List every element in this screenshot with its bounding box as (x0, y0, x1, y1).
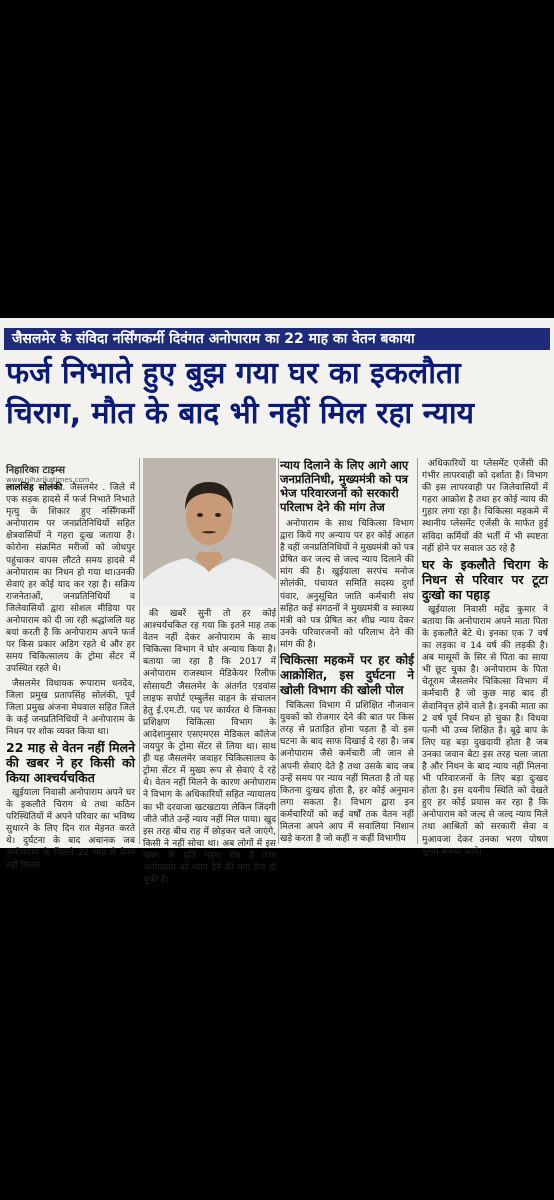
byline-name: लालसिंह सोलंकी (6, 483, 63, 493)
col1-para-3: खुईयाला निवासी अनोपाराम अपने घर के इकलौते चिराग थे तथा कठिन परिस्थितियों में अपने परिवार का भविष्य सुधारने के लिए दिन रात मेहनत करते थे। दुर्घटना के बाद अचानक जब अनोपाराम के पिछले 22 माह से वेतन नहीं मिलने (6, 787, 135, 871)
headline (6, 354, 550, 434)
column-3 (280, 518, 414, 880)
column-2 (143, 608, 276, 886)
col1-para-2: जैसलमेर विधायक रूपाराम धनदेव, जिला प्रमुख प्रतापसिंह सोलंकी, पूर्व जिला प्रमुख अंजना मेघवाल सहित जिले के कई जनप्रतिनिधियों ने अनोपाराम के निधन पर शोक व्यक्त किया था। (6, 678, 135, 737)
col1-para-1: जिले में एक सड़क हादसे में फर्ज निभाते निभाते मृत्यु के शिकार हुए नर्सिंगकर्मी अनोपाराम पर जनप्रतिनिधियों सहित क्षेत्रवासियों ने गहरा दुःख जताया है। कोरोना संक्रमित मरीजों को जोधपुर पहुंचाकर वापस लौटते समय हादसे में अनोपाराम का निधन हो गया था।उनकी सेवाएं हर कोई याद कर रहा है। सक्रिय राजनेताओं, जनप्रतिनिधियों व जिलेवासियों द्वारा सोशल मीडिया पर अनोपाराम को दी जा रही श्रद्धांजलि यह बयां करती है कि अनोपाराम अपने फर्ज पर किस प्रकार अडिग रहते थे और हर समय चिकित्सालय के ट्रोमा सेंटर में उपस्थित रहते थे। (6, 483, 136, 675)
publication-brand (6, 458, 141, 484)
col3-para-1: अनोपाराम के साथ चिकित्सा विभाग द्वारा किये गए अन्याय पर हर कोई आहत है वहीं जनप्रतिनिधियों ने मुख्यमंत्री को पत्र प्रेषित कर जल्द से जल्द न्याय दिलाने की मांग की है। खुईयाला सरपंच मनोज सोलंकी, पंचायत समिति सदस्य दुर्गा पंवार, अनुसूचित जाति कर्मचारी संघ सहित कई संगठनों ने मुख्यमंत्री व स्वास्थ्य मंत्री को पत्र प्रेषित कर शीघ्र न्याय देकर उनके परिवारजनों को परिलाभ देने की मांग की है। (280, 519, 414, 650)
col3-subheading-top: न्याय दिलाने के लिए आगे आए जनप्रतिनिधी, मुख्यमंत्री को पत्र भेज परिवारजनों को सरकारी परिलाभ देने की मांग तेज (280, 458, 409, 514)
newspaper-clipping (0, 318, 554, 886)
column-divider (417, 458, 418, 844)
headline-line-1: फर्ज निभाते हुए बुझ गया घर का इकलौता (6, 356, 461, 391)
column-4 (422, 458, 548, 857)
byline (6, 482, 135, 676)
col1-subheading: 22 माह से वेतन नहीं मिलने की खबर ने हर किसी को किया आश्चर्यचकित (6, 739, 135, 785)
portrait-image (143, 458, 276, 606)
headline-line-2: चिराग, मौत के बाद भी नहीं मिल रहा न्याय (6, 396, 475, 431)
col3-subheading: चिकित्सा महकमें पर हर कोई आक्रोशित, इस दुर्घटना ने खोली विभाग की खोली पोल (280, 653, 414, 698)
col4-para-1: अधिकारियों या प्लेसमेंट एजेंसी की गंभीर लापरवाही को दर्शाता है। विभाग की इस लापरवाही पर जिलेवासियों में गहरा आक्रोश है तथा हर कोई न्याय की गुहार लगा रहा है। चिकित्सा महकमे में स्थानीय प्लेसमेंट एजेंसी के मार्फत हुई संविदा कर्मियों की भर्ती में भी स्पष्टता नहीं होने पर सवाल उठ रहे है (422, 459, 548, 554)
col4-subheading: घर के इकलौते चिराग के निधन से परिवार पर टूटा दुःखो का पहाड़ (422, 556, 548, 602)
column-divider (278, 458, 279, 844)
byline-place: . जैसलमेर . (62, 483, 110, 493)
col4-para-2: खुईयाला निवासी महेंद्र कुमार ने बताया कि अनोपाराम अपने माता पिता के इकलौते बेटे थे। इनका एक 7 वर्ष का लड़का व 14 वर्ष की लड़की है। अब मासूमों के सिर से पिता का साया भी छूट चुका है। अनोपाराम के पिता चेतूराम जैसलमेर चिकित्सा विभाग में कर्मचारी है जो कुछ माह बाद ही सेवानिवृत्त होने वाले है। इनकी माता का 2 वर्ष पूर्व निधन हो चुका है। विधवा पत्नी भी उच्च शिक्षित है। बूढ़े बाप के लिए यह बड़ा दुखदायी होता है जब उनका जवान बेटा इस तरह चला जाता है और निधन के बाद न्याय नहीं मिलना भी परिवारजनों के लिए बड़ा दुःखद होता है। इस दयनीय स्थिति को देखते हुए हर कोई प्रयास कर रहा है कि अनोपाराम को जल्द से जल्द न्याय मिले तथा आश्रितों को सरकारी सेवा व मुआवजा देकर उनका भरण पोषण सुगम बनाया जाये। (422, 604, 548, 857)
col2-para-1: की खबरें सुनी तो हर कोई आश्चर्यचकित रह गया कि इतने माह तक वेतन नहीं देकर अनोपाराम के साथ चिकित्सा विभाग ने घोर अन्याय किया है। बताया जा रहा है कि 2017 में अनोपाराम राजस्थान मेडिकेयर रिलीफ सोसायटी जैसलमेर के अंतर्गत एडवांस लाइफ सपोर्ट एम्बुलेंस वाहन के संचालन हेतु ई.एम.टी. पद पर कार्यरत थे जिनका प्रशिक्षण चिकित्सा विभाग के आदेशानुसार एसएमएस मेडिकल कॉलेज जयपुर के ट्रोमा सेंटर से लिया था। साथ ही यह जैसलमेर जवाहर चिकित्सालय के ट्रोमा सेंटर में मुख्य रूप से सेवाएं दे रहे थे। वेतन नहीं मिलने के कारण अनोपाराम ने विभाग के अधिकारियों सहित न्यायालय का भी दरवाजा खटखटाया लेकिन जिंदगी जीते जीते उन्हें न्याय नहीं मिल पाया। खुद इस तरह बीच राह में छोड़कर चले जाएंगे, किसी ने नहीं सोचा था। अब लोगों में इस खबर के प्रति गहरा रोष है तथा अनोपाराम को न्याय देने की मांग तेज हो चुकी है। (143, 609, 276, 886)
column-divider (139, 458, 140, 844)
kicker-banner: जैसलमेर के संविदा नर्सिंगकर्मी दिवंगत अनोपाराम का 22 माह का वेतन बकाया (4, 328, 550, 350)
brand-logo: निहारिका टाइम्स (6, 465, 66, 476)
brand-url: www.niharikatimes.com (6, 476, 90, 484)
portrait-photo (143, 458, 276, 606)
col3-para-2: चिकित्सा विभाग में प्रशिक्षित नौजवान युवकों को रोजगार देने की बात पर किस तरह से प्रताड़ित होना पड़ता है वो इस घटना के बाद साफ दिखाई दे रहा है। जब अनोपाराम जैसे कर्मचारी जी जान से अपनी सेवाएं देते है तथा उसके बाद जब उन्हें समय पर न्याय नहीं मिलता है तो यह कितना दुःखद होता है, हर कोई अनुमान लगा सकता है। विभाग द्वारा इन कर्मचारियों को कई वर्षों तक वेतन नहीं मिलना अपने आप में सवालिया निशान खड़े करता है जो कहीं न कहीं विभागीय (280, 701, 414, 845)
column-1 (6, 482, 136, 871)
